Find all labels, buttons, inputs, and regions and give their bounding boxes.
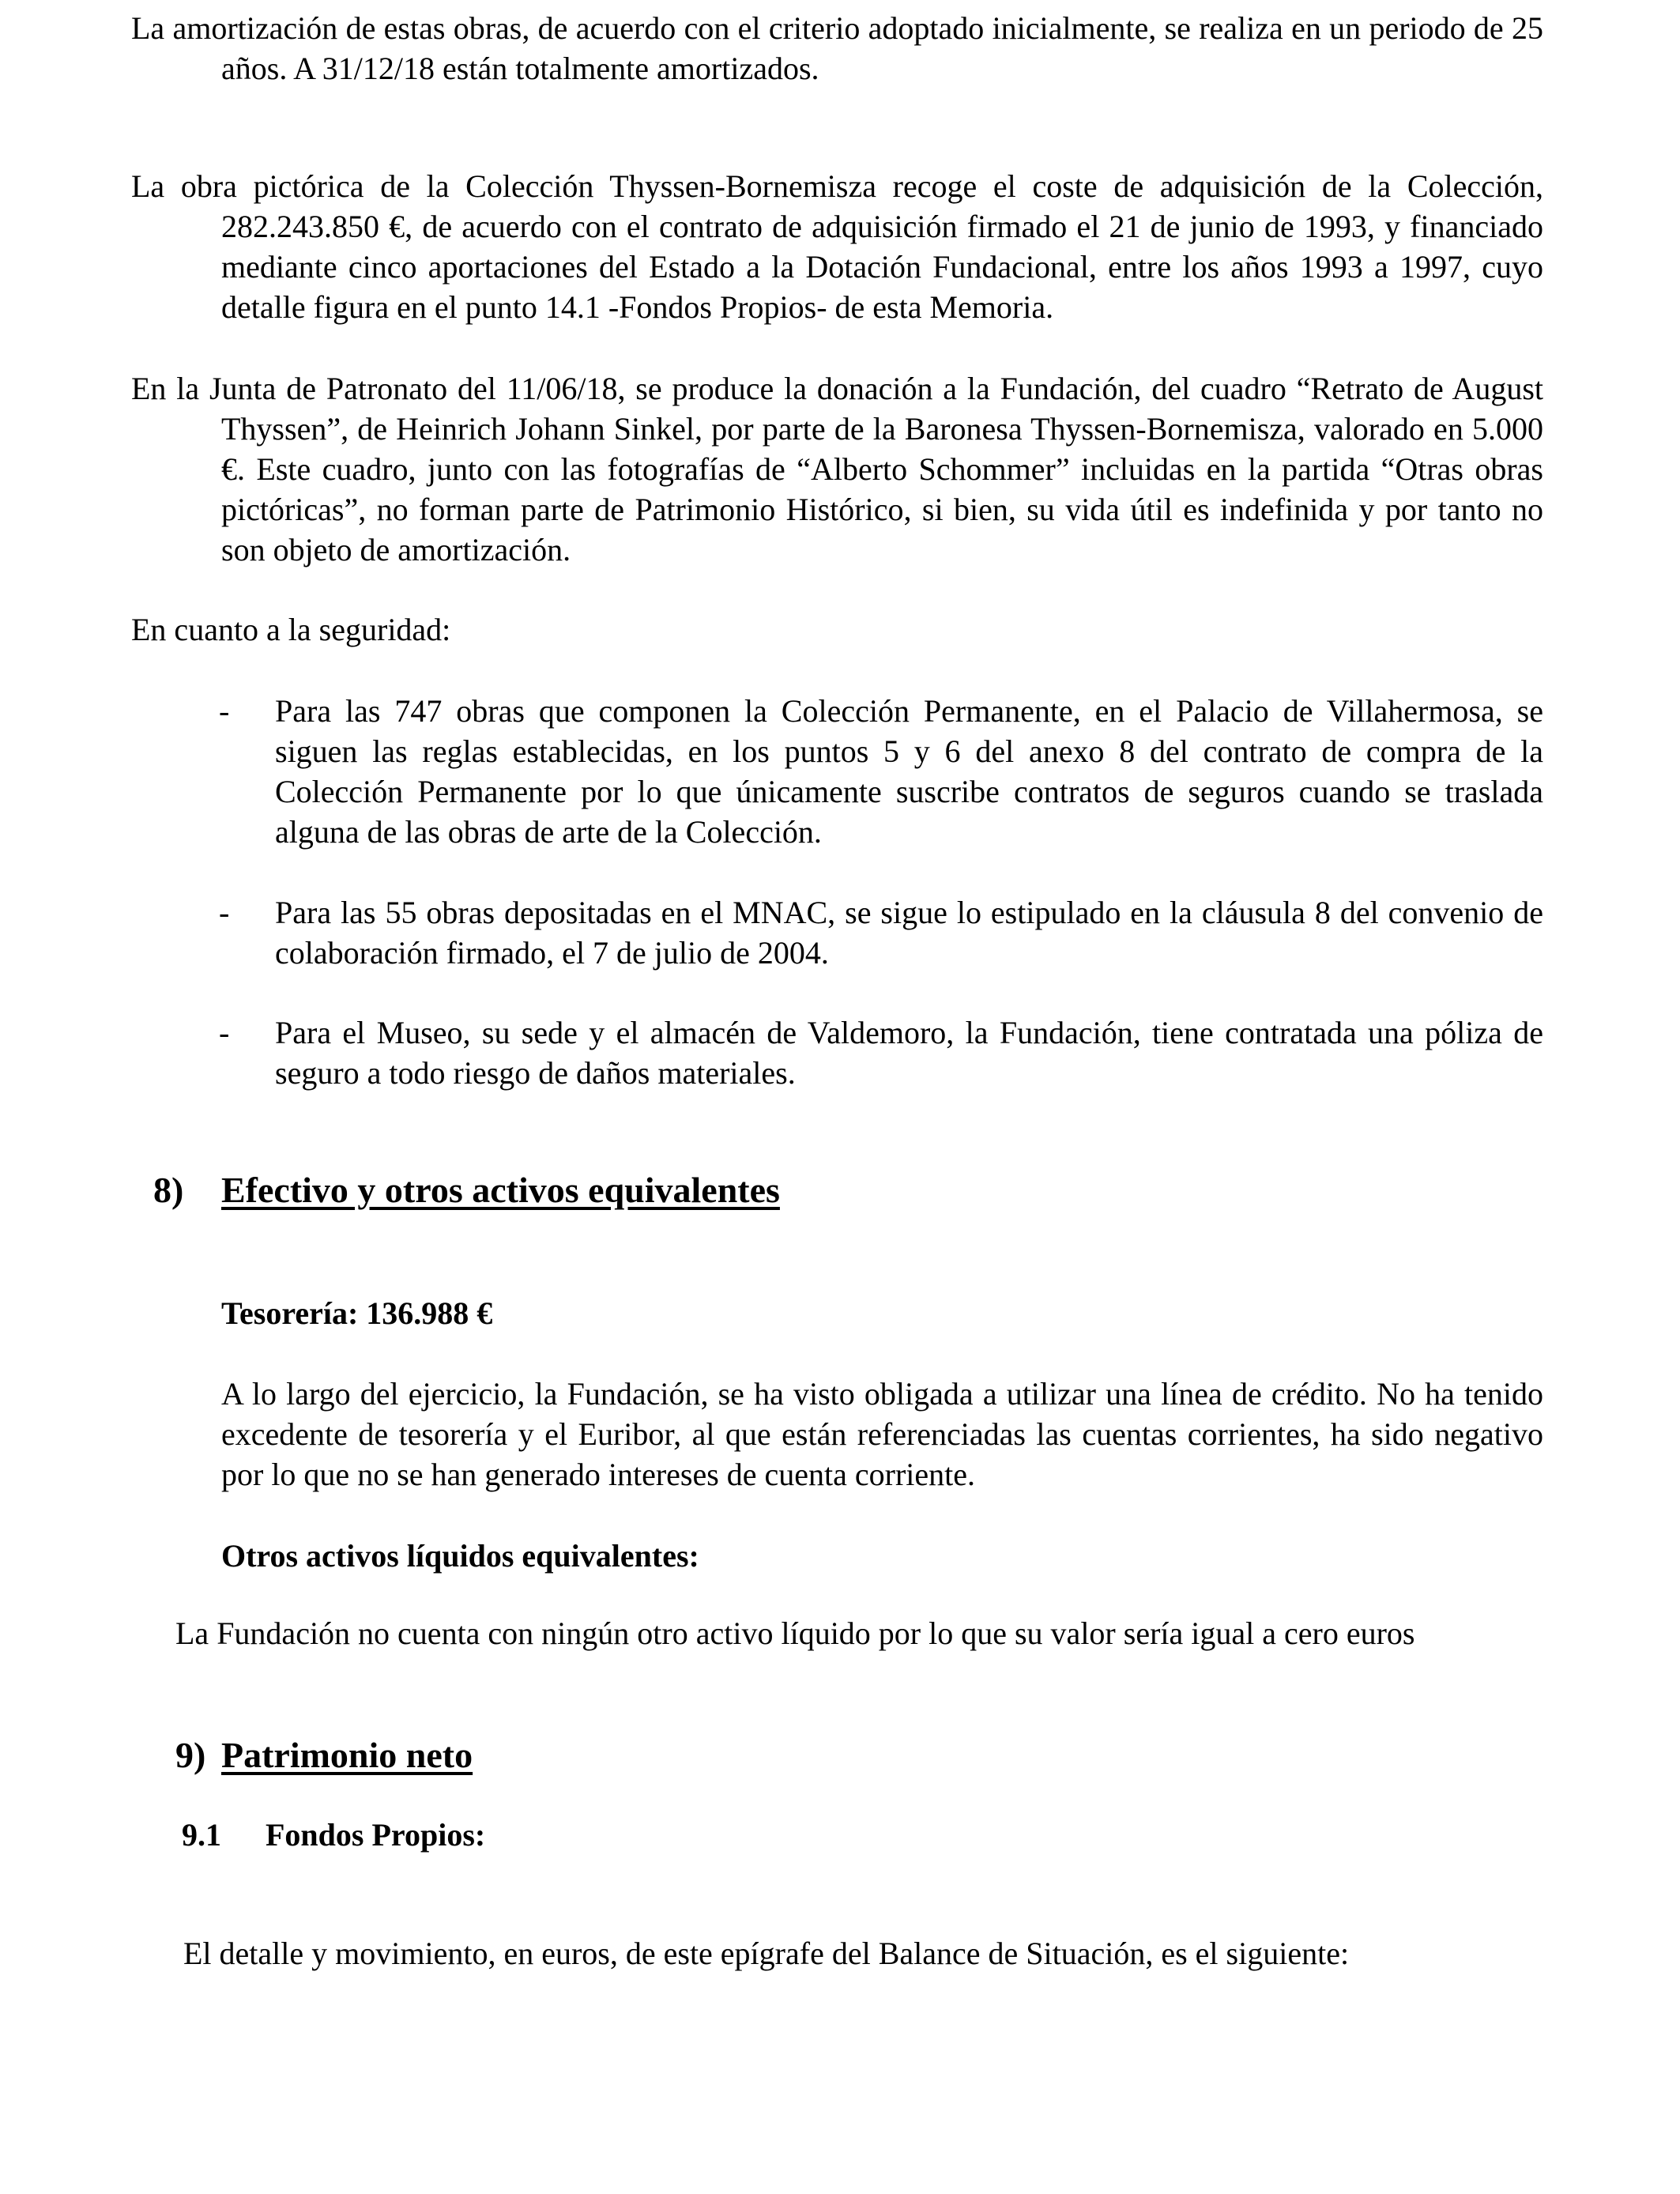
- subsection-title: Fondos Propios:: [266, 1817, 486, 1853]
- treasury-text: A lo largo del ejercicio, la Fundación, se ha visto obligada a utilizar una línea de crédito. No ha tenido excedente de tesorería y el Euribor, al que están referenciadas las cuentas corrientes, ha sido negativo por lo que no se han generado intereses de cuenta corriente.: [221, 1376, 1543, 1492]
- paragraph-security-intro: En cuanto a la seguridad:: [131, 612, 451, 647]
- bullet-dash: -: [219, 1015, 230, 1050]
- section-number: 8): [153, 1170, 184, 1210]
- bullet-text: Para las 747 obras que componen la Colección Permanente, en el Palacio de Villahermosa, se siguen las reglas establecidas, en los puntos 5 y 6 del anexo 8 del contrato de compra de la Colección Permanente por lo que únicamente suscribe contratos de seguros cuando se traslada alguna de las obras de arte de la Colección.: [275, 693, 1543, 850]
- section-title: Patrimonio neto: [221, 1735, 473, 1775]
- bullet-dash: -: [219, 895, 230, 930]
- section-title: Efectivo y otros activos equivalentes: [221, 1170, 780, 1210]
- bullet-text: Para las 55 obras depositadas en el MNAC, se sigue lo estipulado en la cláusula 8 del convenio de colaboración firmado, el 7 de julio de 2004.: [275, 895, 1543, 971]
- treasury-heading: Tesorería: 136.988 €: [221, 1295, 493, 1331]
- subsection-9-1-heading: [182, 1815, 735, 1856]
- detail-text: El detalle y movimiento, en euros, de este epígrafe del Balance de Situación, es el siguiente:: [183, 1936, 1350, 1971]
- paragraph-donation: En la Junta de Patronato del 11/06/18, se produce la donación a la Fundación, del cuadro “Retrato de August Thyssen”, de Heinrich Johann Sinkel, por parte de la Baronesa Thyssen-Bornemisza, valorado en 5.000 €. Este cuadro, junto con las fotografías de “Alberto Schommer” incluidas en la partida “Otras obras pictóricas”, no forman parte de Patrimonio Histórico, si bien, su vida útil es indefinida y por tanto no son objeto de amortización.: [131, 371, 1543, 567]
- other-assets-heading: Otros activos líquidos equivalentes:: [221, 1538, 699, 1574]
- bullet-dash: -: [219, 693, 230, 729]
- bullet-text: Para el Museo, su sede y el almacén de Valdemoro, la Fundación, tiene contratada una póliza de seguro a todo riesgo de daños materiales.: [275, 1015, 1543, 1091]
- section-number: 9): [175, 1735, 206, 1775]
- other-assets-text: La Fundación no cuenta con ningún otro activo líquido por lo que su valor sería igual a cero euros: [175, 1615, 1415, 1651]
- section-9-heading: [175, 1733, 808, 1781]
- paragraph-amortization: La amortización de estas obras, de acuerdo con el criterio adoptado inicialmente, se realiza en un periodo de 25 años. A 31/12/18 están totalmente amortizados.: [131, 10, 1543, 86]
- paragraph-collection-cost: La obra pictórica de la Colección Thyssen-Bornemisza recoge el coste de adquisición de la Colección, 282.243.850 €, de acuerdo con el contrato de adquisición firmado el 21 de junio de 1993, y financiado mediante cinco aportaciones del Estado a la Dotación Fundacional, entre los años 1993 a 1997, cuyo detalle figura en el punto 14.1 -Fondos Propios- de esta Memoria.: [131, 168, 1543, 325]
- subsection-number: 9.1: [182, 1817, 221, 1853]
- section-8-heading: [153, 1168, 944, 1216]
